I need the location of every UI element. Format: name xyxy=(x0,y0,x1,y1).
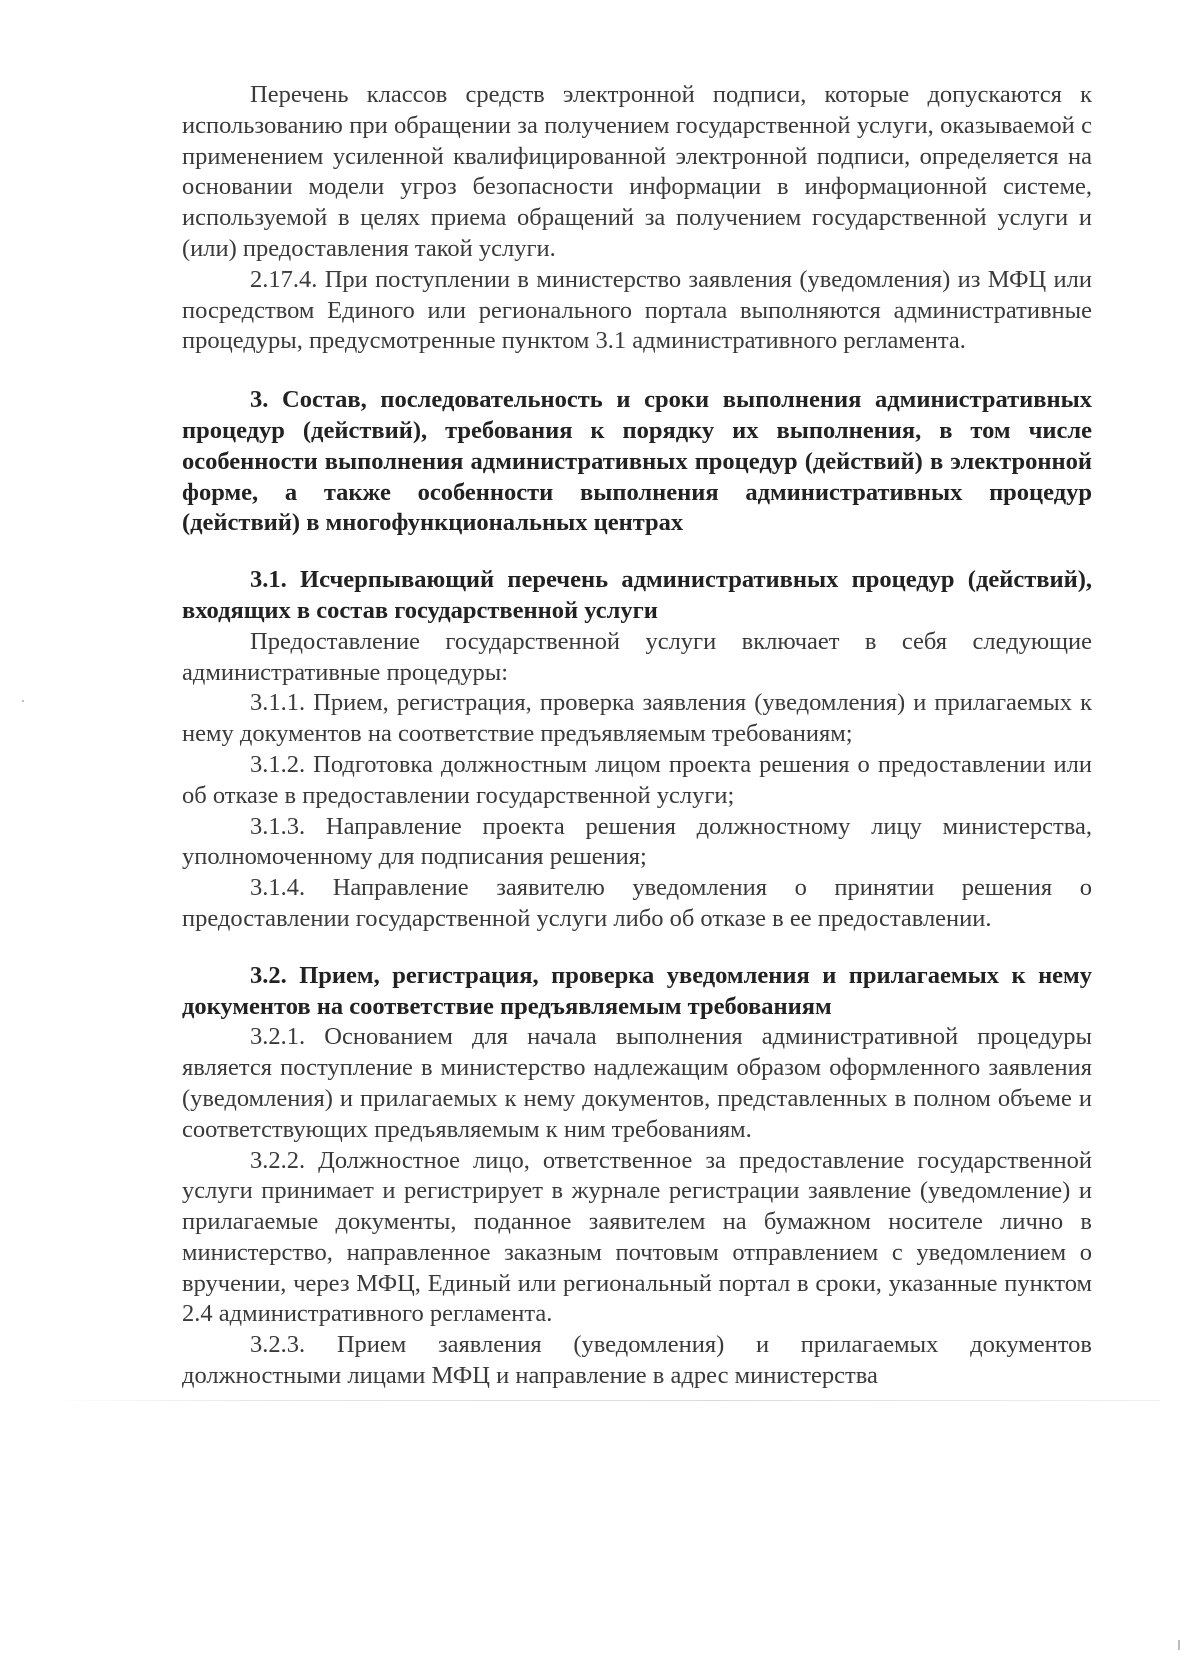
scan-artifact-line xyxy=(50,1400,1160,1401)
paragraph-3-1-1: 3.1.1. Прием, регистрация, проверка заявления (уведомления) и прилагаемых к нему документов на соответствие предъявляемым требованиям; xyxy=(182,689,1092,748)
section-heading-3-1: 3.1. Исчерпывающий перечень административных процедур (действий), входящих в состав государственной услуги xyxy=(182,566,1092,624)
section-heading-3: 3. Состав, последовательность и сроки выполнения административных процедур (действий), требования к порядку их выполнения, в том числе особенности выполнения административных процедур (действий) в электронной форме, а также особенности выполнения административных процедур (действий) в многофункциональных центрах xyxy=(182,386,1092,537)
scan-speck xyxy=(1178,1640,1180,1650)
paragraph-3-2-2: 3.2.2. Должностное лицо, ответственное за предоставление государственной услуги принимает и регистрирует в журнале регистрации заявление (уведомление) и прилагаемые документы, поданное заявителем на бумажном носителе лично в министерство, направленное заказным почтовым отправлением с уведомлением о вручении, через МФЦ, Единый или региональный портал в сроки, указанные пунктом 2.4 административного регламента. xyxy=(182,1146,1092,1328)
paragraph-3-1-4: 3.1.4. Направление заявителю уведомления о принятии решения о предоставлении государственной услуги либо об отказе в ее предоставлении. xyxy=(182,874,1092,932)
paragraph-3-2-1: 3.2.1. Основанием для начала выполнения административной процедуры является поступление в министерство надлежащим образом оформленного заявления (уведомления) и прилагаемых к нему документов, представленных в полном объеме и соответствующих предъявляемым к ним требованиям. xyxy=(182,1023,1092,1143)
paragraph-3-1-2: 3.1.2. Подготовка должностным лицом проекта решения о предоставлении или об отказе в предоставлении государственной услуги; xyxy=(182,750,1092,809)
paragraph-esign-classes: Перечень классов средств электронной подписи, которые допускаются к использованию при обращении за получением государственной услуги, оказываемой с применением усиленной квалифицированной электронной подписи, определяется на основании модели угроз безопасности информации в информационной системе, используемой в целях приема обращений за получением государственной услуги и (или) предоставления такой услуги. xyxy=(182,81,1092,262)
paragraph-2-17-4: 2.17.4. При поступлении в министерство заявления (уведомления) из МФЦ или посредством Единого или регионального портала выполняются административные процедуры, предусмотренные пунктом 3.1 административного регламента. xyxy=(182,265,1092,355)
paragraph-3-2-3: 3.2.3. Прием заявления (уведомления) и прилагаемых документов должностными лицами МФЦ и направление в адрес министерства xyxy=(182,1331,1092,1390)
section-heading-3-2: 3.2. Прием, регистрация, проверка уведомления и прилагаемых к нему документов на соответствие предъявляемым требованиям xyxy=(182,961,1092,1020)
scan-speck xyxy=(22,700,24,702)
paragraph-3-1-3: 3.1.3. Направление проекта решения должностному лицу министерства, уполномоченному для подписания решения; xyxy=(182,812,1092,871)
paragraph-3-1-intro: Предоставление государственной услуги включает в себя следующие административные процедуры: xyxy=(182,627,1092,686)
